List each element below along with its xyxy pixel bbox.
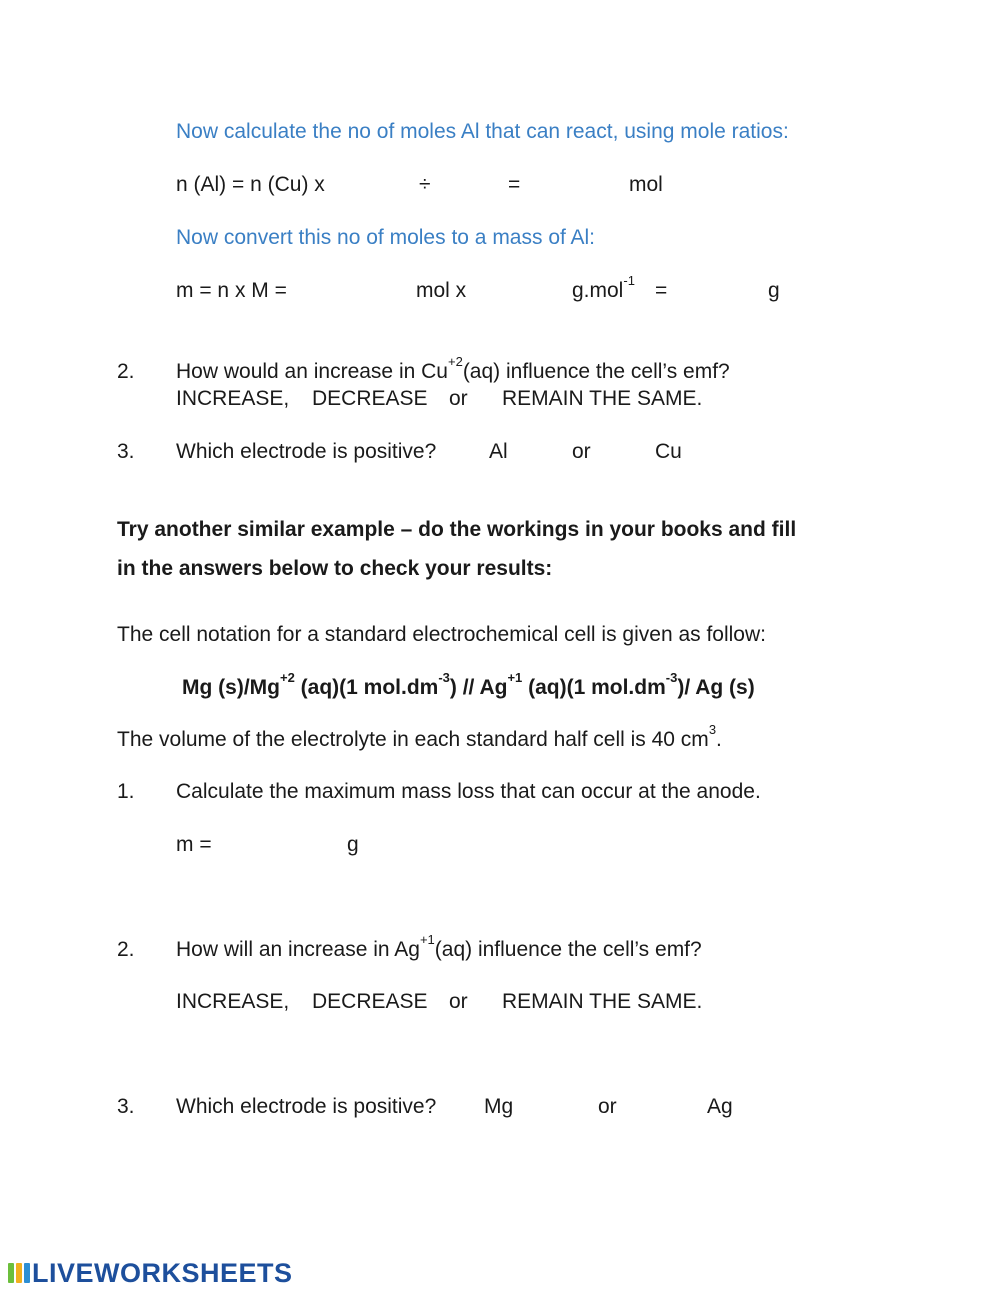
s2-q2-number: 2.: [117, 938, 135, 961]
s2-q3-option-mg[interactable]: Mg: [484, 1095, 514, 1118]
eq-mass-lhs: m = n x M =: [176, 279, 287, 302]
s2-q2-option-same[interactable]: REMAIN THE SAME.: [502, 990, 703, 1013]
s2-q2-or: or: [449, 990, 468, 1013]
eq-mass-unit: g: [768, 279, 780, 302]
s2-q2-text: How will an increase in $Ag^{+1}(aq)$ influence the cell’s emf?: [176, 932, 702, 961]
s1-q2-or: or: [449, 387, 468, 410]
s1-q2-option-decrease[interactable]: DECREASE: [312, 387, 428, 410]
s2-q1-unit: g: [347, 833, 359, 856]
s2-q3-or: or: [598, 1095, 617, 1118]
eq-moles-unit: mol: [629, 173, 663, 196]
s2-q2-option-increase[interactable]: INCREASE,: [176, 990, 290, 1013]
eq-mass-mol-x: mol x: [416, 279, 467, 302]
cell-notation: Mg $(s)/Mg^{+2}$ (aq)(1 $mol.dm^{-3}) // Ag^{+1}$ (aq)(1 $mol.dm^{-3})/$ Ag (s): [182, 670, 755, 699]
s1-q3-option-cu[interactable]: Cu: [655, 440, 682, 463]
cell-intro: The cell notation for a standard electrochemical cell is given as follow:: [117, 623, 766, 646]
instruction-moles: Now calculate the no of moles Al that can react, using mole ratios:: [176, 120, 789, 143]
s2-q1-text: Calculate the maximum mass loss that can occur at the anode.: [176, 780, 761, 803]
eq-moles-div: ÷: [419, 173, 431, 196]
s1-q2-option-same[interactable]: REMAIN THE SAME.: [502, 387, 703, 410]
section2-heading-line2: in the answers below to check your results:: [117, 557, 553, 580]
eq-moles-lhs: n (Al) = n (Cu) x: [176, 173, 325, 196]
volume-statement: The volume of the electrolyte in each standard half cell is 40 $cm^3$.: [117, 722, 722, 751]
liveworksheets-mark-icon: [8, 1261, 30, 1285]
eq-mass-gmol: g.mol$^{-1}$: [572, 273, 635, 302]
liveworksheets-wordmark: LIVEWORKSHEETS: [32, 1257, 293, 1288]
s1-q3-number: 3.: [117, 440, 135, 463]
liveworksheets-logo[interactable]: [8, 1257, 293, 1288]
eq-moles-equals: =: [508, 173, 521, 196]
s1-q2-text: How would an increase in $Cu^{+2}(aq)$ influence the cell’s emf?: [176, 354, 730, 383]
eq-mass-equals: =: [655, 279, 668, 302]
s1-q2-number: 2.: [117, 360, 135, 383]
s1-q3-text: Which electrode is positive?: [176, 440, 437, 463]
section2-heading-line1: Try another similar example – do the workings in your books and fill: [117, 518, 797, 541]
instruction-mass: Now convert this no of moles to a mass of Al:: [176, 226, 596, 249]
s1-q2-option-increase[interactable]: INCREASE,: [176, 387, 290, 410]
s2-q3-text: Which electrode is positive?: [176, 1095, 437, 1118]
s2-q1-number: 1.: [117, 780, 135, 803]
s2-q1-m-label: m =: [176, 833, 212, 856]
s2-q3-number: 3.: [117, 1095, 135, 1118]
s1-q3-option-al[interactable]: Al: [489, 440, 508, 463]
s1-q3-or: or: [572, 440, 591, 463]
s2-q2-option-decrease[interactable]: DECREASE: [312, 990, 428, 1013]
s2-q3-option-ag[interactable]: Ag: [707, 1095, 733, 1118]
